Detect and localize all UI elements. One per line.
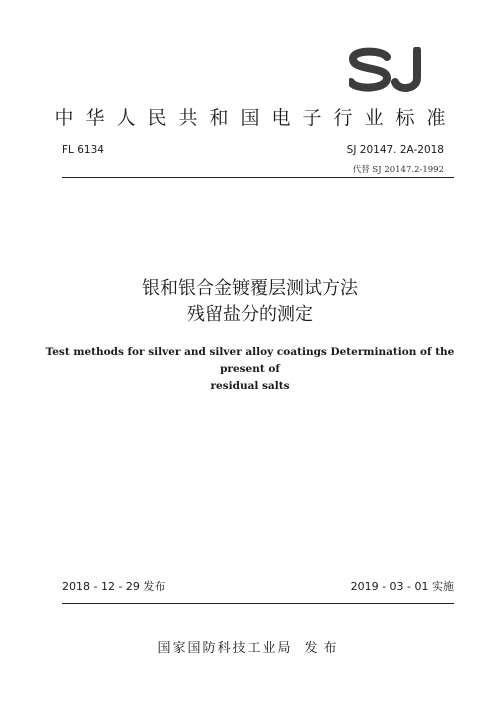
org-name: 中华人民共和国电子行业标准 — [54, 107, 458, 129]
chinese-title-line2: 残留盐分的测定 — [187, 304, 313, 325]
release-date: 2018 - 12 - 29 发布 — [62, 580, 166, 593]
footer-divider — [62, 603, 454, 604]
header-divider — [62, 177, 454, 178]
english-title-line1: Test methods for silver and silver alloy coatings Determination of the present of — [45, 346, 455, 375]
english-title — [40, 344, 460, 395]
effective-date: 2019 - 03 - 01 实施 — [350, 580, 454, 593]
publisher-line — [0, 637, 500, 656]
publish-verb: 发布 — [304, 641, 343, 656]
english-title-line2: residual salts — [210, 380, 290, 392]
standard-number: SJ 20147. 2A-2018 — [346, 144, 444, 156]
chinese-title — [0, 276, 500, 328]
publisher-name: 国家国防科技工业局 — [157, 641, 293, 656]
replaces-note: 代替 SJ 20147.2-1992 — [352, 165, 444, 175]
sj-logo — [349, 47, 435, 93]
document-classification: FL 6134 — [62, 144, 104, 156]
chinese-title-line1: 银和银合金镀覆层测试方法 — [142, 278, 358, 299]
